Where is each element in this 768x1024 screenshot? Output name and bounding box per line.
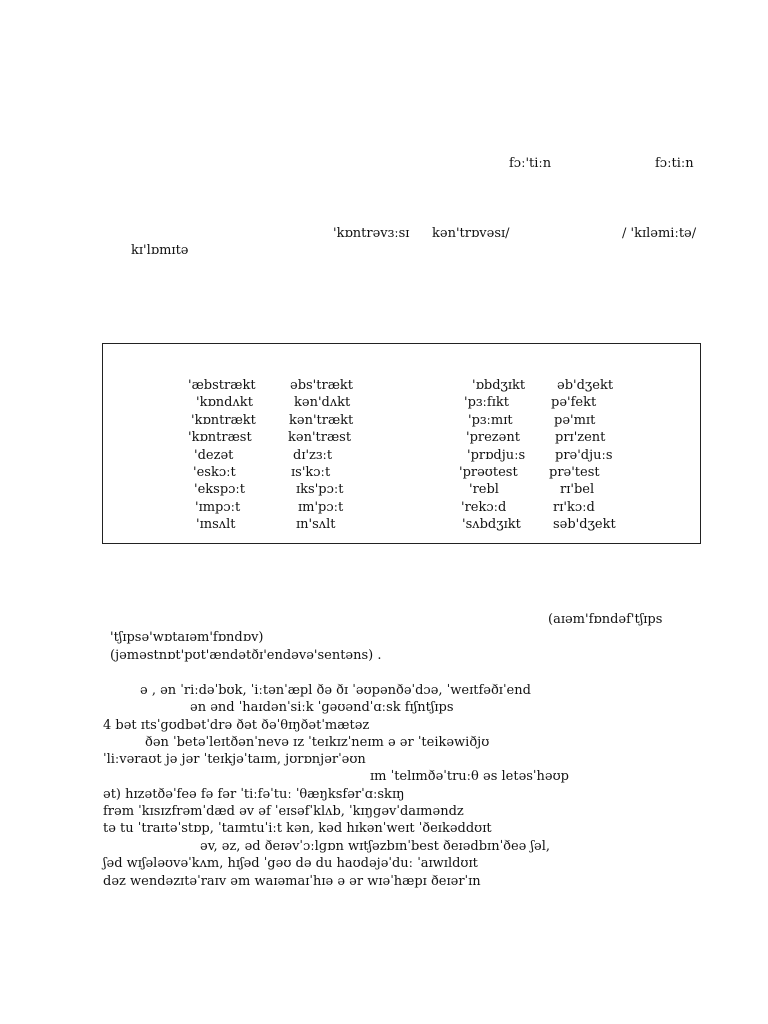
linking-example-3: (jəməstnɒt'pʊt'ændətðɪ'endəvə'sentəns) .: [110, 648, 382, 663]
pair-noun: 'rebl: [469, 482, 499, 497]
stress-committee-variant-2: kɪ'lɒmɪtə: [131, 243, 189, 258]
pair-noun: 'prezənt: [466, 430, 520, 445]
pair-verb: kən'trækt: [289, 413, 354, 428]
stress-fourteen-variant-2: fɔːtiːn: [655, 156, 694, 171]
pair-noun: 'sʌbdʒɪkt: [462, 517, 521, 532]
svg-text:tə tu ˈtraɪtəˈst: tə tu ˈtraɪtəˈstɒp, ˈtaɪmtuˈiːt kən, kəd hɪkənˈweɪt ˈðeɪkəddʊɪt: [103, 821, 492, 836]
pair-noun: 'ɪmpɔːt: [195, 500, 241, 515]
pair-verb: əb'dʒekt: [557, 378, 614, 393]
pair-verb: prɪ'zent: [555, 430, 606, 445]
pair-verb: ɪm'pɔːt: [298, 500, 344, 515]
pair-noun: 'prəʊtest: [459, 465, 518, 480]
pair-verb: ɪks'pɔːt: [296, 482, 344, 497]
pair-verb: rɪ'kɔːd: [553, 500, 595, 515]
svg-text:frəm ˈkɪsɪzfrəmˈdæd: frəm ˈkɪsɪzfrəmˈdæd əv əf ˈeɪsəfˈklʌb, ˈkɪŋgəvˈdaɪməndz: [103, 804, 464, 819]
pair-verb: səb'dʒekt: [553, 517, 616, 532]
linking-example-1: (aɪəm'fɒndəf'tʃɪps: [548, 612, 663, 627]
svg-text:ʃəd wɪʃələʊvəˈkʌm, hɪʃəd ˈgə: ʃəd wɪʃələʊvəˈkʌm, hɪʃəd ˈgəʊ də du haʊdəjəˈduː ˈaɪwɪldʊɪt: [103, 856, 478, 871]
pair-verb: ɪs'kɔːt: [291, 465, 331, 480]
pair-verb: pə'fekt: [551, 395, 597, 410]
svg-text:ə , ən ˈriːdəˈbʊk, ˈiː: ə , ən ˈriːdəˈbʊk, ˈiːtənˈæpl ðə ðɪ ˈəʊpənðəˈdɔə, ˈweɪtfəðɪˈend: [140, 683, 531, 698]
svg-text:əv, əz, əd ðeɪəvˈɔːlgɒn w: əv, əz, əd ðeɪəvˈɔːlgɒn wɪtʃəzbɪnˈbest ðeɪədbɪnˈðeə ʃəl,: [200, 839, 550, 854]
pair-noun: 'ekspɔːt: [194, 482, 246, 497]
pair-verb: dɪ'zɜːt: [293, 448, 333, 463]
svg-text:ɪm ˈtelɪmðəˈtruːθ ə: ɪm ˈtelɪmðəˈtruːθ əs letəsˈhəʊp: [370, 769, 569, 784]
stress-committee-variant-1: / 'kɪləmiːtə/: [622, 226, 697, 241]
pair-verb: ɪn'sʌlt: [296, 517, 336, 532]
pair-verb: pə'mɪt: [554, 413, 596, 428]
stress-controversy-variant-1: 'kɒntrəvɜːsɪ: [333, 226, 410, 241]
stress-controversy-variant-2: kən'trɒvəsɪ/: [432, 226, 510, 241]
pair-noun: 'ɒbdʒɪkt: [472, 378, 526, 393]
pair-noun: 'prɒdjuːs: [467, 448, 526, 463]
pair-noun: 'kɒntræst: [188, 430, 252, 445]
pair-noun: 'pɜːfɪkt: [464, 395, 509, 410]
svg-text:ðən ˈbetəˈleɪtðənˈnevə: ðən ˈbetəˈleɪtðənˈnevə ɪz ˈteɪkɪzˈneɪm ə ər ˈteikəwiðjʊ: [145, 735, 490, 750]
pair-verb: prə'test: [549, 465, 600, 480]
pair-verb: rɪ'bel: [560, 482, 595, 497]
svg-text:ən ənd: ən ənd ˈhaɪdənˈsiːk ˈgəʊəndˈɑːsk fɪʃntʃɪps: [190, 700, 454, 715]
pair-noun: 'eskɔːt: [193, 465, 236, 480]
svg-text:4 bət ɪtsˈgʊdbətˈd: 4 bət ɪtsˈgʊdbətˈdrə ðət ðəˈθɪŋðətˈmætəz: [103, 718, 370, 733]
pair-noun: 'kɒntrækt: [191, 413, 256, 428]
svg-text:dəz wendəzɪtəˈraɪv: dəz wendəzɪtəˈraɪv əm waɪəmaɪˈhɪə ə ər wɪəˈhæpɪ ðeɪərˈɪn: [103, 874, 481, 889]
pair-noun: 'dezət: [194, 448, 234, 463]
pair-verb: əbs'trækt: [290, 378, 354, 393]
pair-verb: prə'djuːs: [555, 448, 613, 463]
svg-text:ˈliːvəraʊt jə: ˈliːvəraʊt jə jər ˈteɪkjəˈtaɪm, jʊrɒnjərˈəʊn: [103, 752, 366, 767]
pair-noun: 'rekɔːd: [461, 500, 507, 515]
pair-noun: 'æbstrækt: [188, 378, 256, 393]
svg-text:ət) hɪzətðəˈfeə f: ət) hɪzətðəˈfeə fə fər ˈtiːfəˈtuː ˈθæŋksfərˈɑːskɪŋ: [103, 787, 405, 802]
pair-verb: kən'træst: [288, 430, 352, 445]
pair-noun: 'pɜːmɪt: [468, 413, 513, 428]
pair-noun: 'kɒndʌkt: [196, 395, 253, 410]
stress-fourteen-variant-1: fɔː'tiːn: [509, 156, 552, 171]
pair-noun: 'ɪnsʌlt: [196, 517, 236, 532]
pair-verb: kən'dʌkt: [294, 395, 351, 410]
linking-example-2: 'tʃɪpsə'wɒtaɪəm'fɒndɒv): [110, 630, 264, 645]
